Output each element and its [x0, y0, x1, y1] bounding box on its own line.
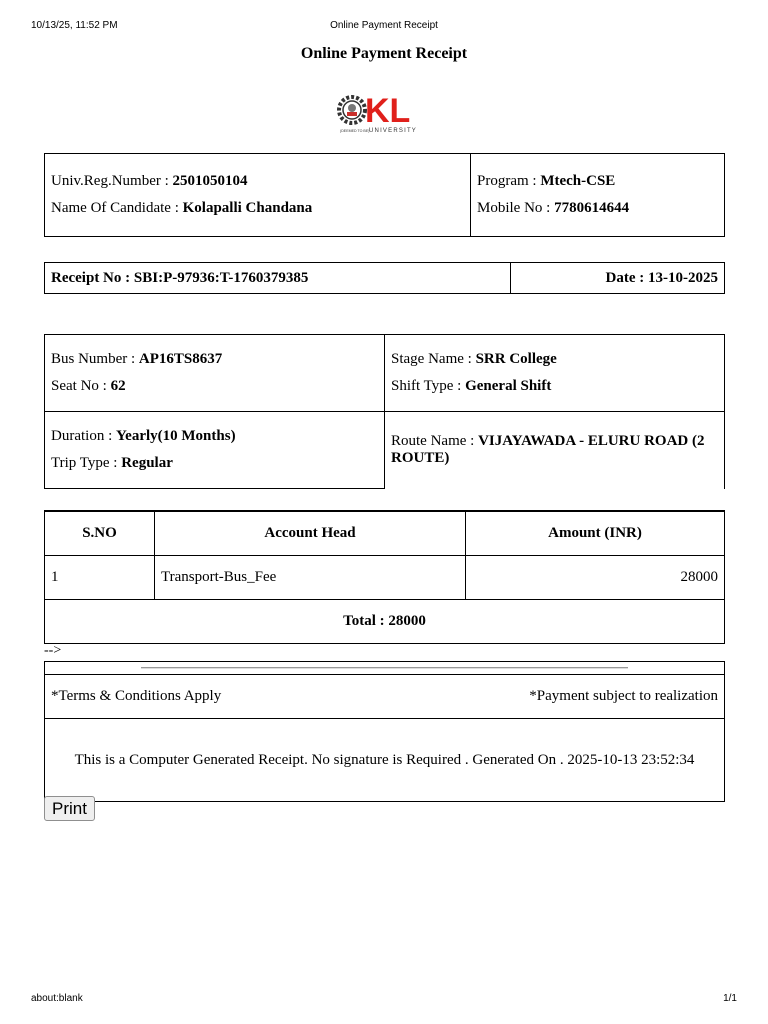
payment-realization-text: *Payment subject to realization	[529, 688, 718, 704]
table-row	[45, 556, 725, 600]
logo-small-text: (DEEMED TO BE)	[340, 129, 370, 133]
page-title: Online Payment Receipt	[300, 45, 468, 62]
candidate-name-label: Name Of Candidate :	[51, 200, 183, 216]
receipt-date: Date : 13-10-2025	[511, 263, 725, 294]
kl-university-logo	[337, 92, 429, 134]
print-header	[0, 20, 768, 34]
mobile-label: Mobile No :	[477, 200, 555, 216]
row-amount: 28000	[466, 556, 725, 600]
reg-number-cell	[45, 154, 471, 195]
mobile-value: 7780614644	[554, 200, 630, 216]
terms-table	[44, 661, 725, 802]
logo-graphic	[337, 92, 429, 134]
fee-table	[44, 510, 725, 644]
candidate-table	[44, 153, 725, 237]
seat-label: Seat No :	[51, 378, 111, 394]
logo-letters: KL	[365, 92, 411, 130]
duration-cell	[45, 412, 385, 450]
candidate-name-value: Kolapalli Chandana	[182, 200, 313, 216]
route-name-label: Route Name :	[391, 433, 479, 450]
program-label: Program :	[477, 173, 541, 189]
stray-markup-text: -->	[44, 643, 62, 658]
row-account-head: Transport-Bus_Fee	[155, 556, 466, 600]
print-page-title: Online Payment Receipt	[330, 20, 438, 31]
col-header-amount: Amount (INR)	[466, 511, 725, 556]
shift-type-cell	[385, 372, 725, 412]
print-datetime: 10/13/25, 11:52 PM	[31, 20, 118, 31]
print-footer	[0, 993, 768, 1007]
mobile-cell	[471, 194, 725, 237]
divider-cell	[45, 662, 725, 675]
program-value: Mtech-CSE	[540, 173, 616, 189]
candidate-name-cell	[45, 194, 471, 237]
seat-cell	[45, 372, 385, 412]
divider	[141, 667, 628, 669]
shift-type-label: Shift Type :	[391, 378, 466, 394]
seat-value: 62	[110, 378, 126, 394]
stage-name-cell	[385, 335, 725, 373]
stage-name-value: SRR College	[475, 351, 557, 367]
receipt-table	[44, 262, 725, 294]
shift-type-value: General Shift	[465, 378, 552, 394]
total-amount: Total : 28000	[45, 600, 725, 644]
logo-tagline: UNIVERSITY	[369, 128, 418, 134]
reg-number-value: 2501050104	[172, 173, 248, 189]
bus-number-value: AP16TS8637	[138, 351, 223, 367]
trip-type-value: Regular	[121, 455, 173, 471]
print-page-number: 1/1	[723, 993, 737, 1004]
print-button[interactable]: Print	[44, 796, 95, 821]
reg-number-label: Univ.Reg.Number :	[51, 173, 173, 189]
program-cell	[471, 154, 725, 195]
bus-number-cell	[45, 335, 385, 373]
route-name-value: VIJAYAWADA - ELURU ROAD (2 ROUTE)	[391, 433, 705, 467]
col-header-sno: S.NO	[45, 511, 155, 556]
row-sno: 1	[45, 556, 155, 600]
gear-emblem-icon	[339, 97, 365, 123]
stage-name-label: Stage Name :	[391, 351, 476, 367]
generated-note: This is a Computer Generated Receipt. No signature is Required . Generated On . 2025-10-13 23:52:34	[45, 719, 725, 802]
terms-cell	[45, 675, 725, 719]
route-name-cell	[385, 412, 725, 489]
bus-details-table	[44, 334, 725, 489]
trip-type-cell	[45, 449, 385, 489]
receipt-number: Receipt No : SBI:P-97936:T-1760379385	[45, 263, 511, 294]
duration-value: Yearly(10 Months)	[116, 428, 236, 444]
bus-number-label: Bus Number :	[51, 351, 139, 367]
print-url: about:blank	[31, 993, 83, 1004]
duration-label: Duration :	[51, 428, 116, 444]
trip-type-label: Trip Type :	[51, 455, 122, 471]
terms-conditions-text: *Terms & Conditions Apply	[51, 688, 222, 704]
col-header-account-head: Account Head	[155, 511, 466, 556]
